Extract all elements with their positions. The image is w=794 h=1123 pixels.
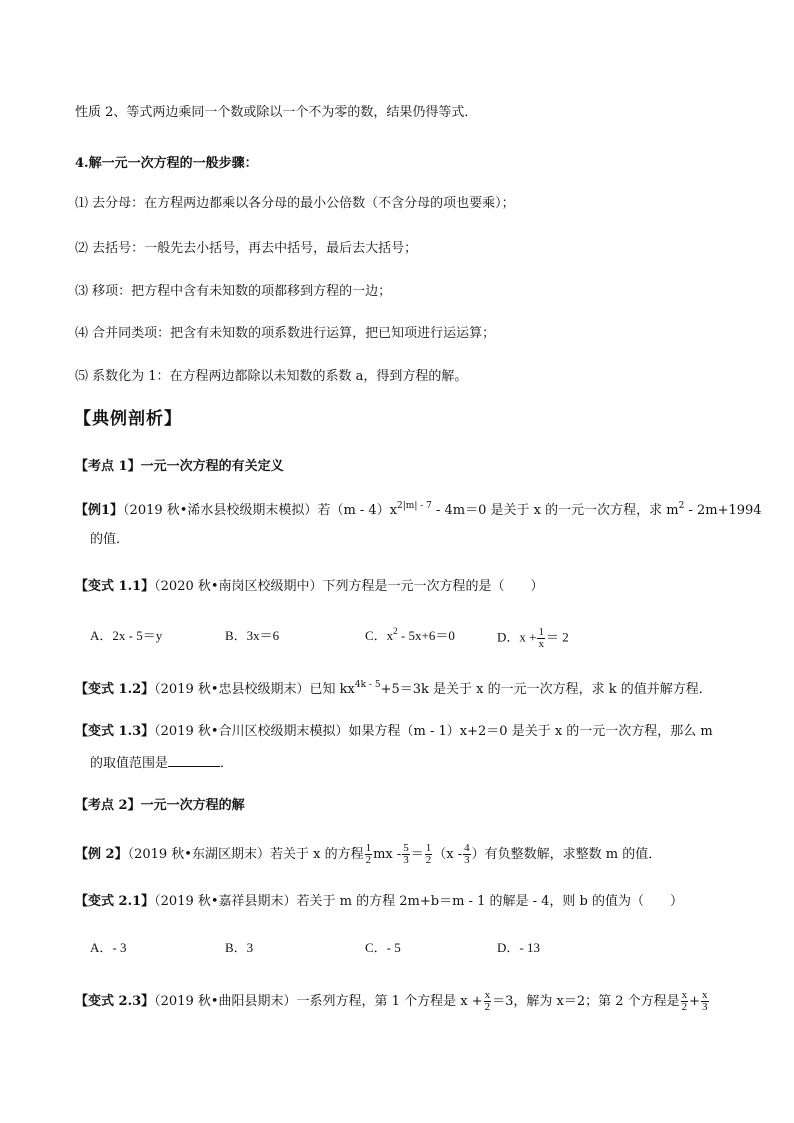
example-2-fraction-1	[365, 843, 373, 866]
variant-1-2-label: 【变式 1.2】	[75, 682, 155, 697]
variant-2-1-option-b: B．3	[225, 940, 254, 955]
example-1-text-a: 若（m - 4）x	[317, 503, 398, 518]
option-d-text-a: D．x +	[497, 629, 537, 645]
option-c-exponent: 2	[393, 625, 398, 636]
variant-2-3-fraction-1	[484, 990, 492, 1013]
option-c-text-b: - 5x+6＝0	[397, 628, 455, 643]
option-d-fraction	[537, 627, 545, 650]
step-4: ⑷ 合并同类项：把含有未知数的项系数进行运算，把已知项进行运运算；	[75, 326, 496, 341]
variant-1-1-option-a: A．2x - 5＝y	[90, 628, 163, 643]
kaodian-1-heading	[75, 458, 284, 476]
fraction-3-numerator: 1	[425, 842, 432, 854]
variant-2-1-text: 若关于 m 的方程 2m+b＝m - 1 的解是 - 4，则 b 的值为（ ）	[296, 894, 683, 909]
option-d-denominator: x	[538, 638, 544, 650]
variant-2-3-fraction-3	[701, 990, 709, 1013]
variant-2-3	[75, 990, 710, 1013]
fraction-2-denominator: 3	[403, 854, 409, 866]
variant-2-3-fraction-2	[681, 990, 689, 1013]
option-c-text-a: C．x	[365, 628, 394, 643]
variant-2-1-label: 【变式 2.1】	[75, 894, 155, 909]
step-2: ⑵ 去括号：一般先去小括号，再去中括号，最后去大括号；	[75, 241, 418, 256]
example-2-text-b: mx -	[373, 847, 402, 862]
variant-1-2	[75, 681, 712, 699]
variant-1-1-label: 【变式 1.1】	[75, 579, 155, 594]
fraction-2-numerator: 5	[403, 842, 409, 854]
example-1-source: （2019 秋•浠水县校级期末模拟）	[123, 503, 318, 518]
variant-2-3-source: （2019 秋•曲阳县期末）	[154, 994, 297, 1009]
variant-1-2-text-b: +5＝3k 是关于 x 的一元一次方程，求 k 的值并解方程．	[380, 682, 712, 697]
option-d-text-b: ＝ 2	[545, 629, 569, 645]
v23-fraction-1-denominator: 2	[484, 1001, 491, 1013]
v23-fraction-3-denominator: 3	[702, 1001, 708, 1013]
variant-2-3-label: 【变式 2.3】	[75, 994, 155, 1009]
variant-1-1-source: （2020 秋•南岗区校级期中）	[154, 579, 323, 594]
steps-heading: 4.解一元一次方程的一般步骤：	[75, 156, 258, 171]
property-2-line: 性质 2、等式两边乘同一个数或除以一个不为零的数，结果仍得等式．	[75, 105, 478, 120]
option-d-numerator: 1	[538, 626, 544, 638]
fraction-4-numerator: 4	[464, 842, 470, 854]
variant-2-1	[75, 893, 683, 911]
variant-1-1-option-c	[365, 627, 455, 645]
step-1: ⑴ 去分母：在方程两边都乘以各分母的最小公倍数（不含分母的项也要乘）；	[75, 196, 515, 211]
example-1-exponent: 2|m| - 7	[397, 500, 432, 511]
example-2-fraction-4	[463, 843, 471, 866]
variant-2-3-text-a: 一系列方程，第 1 个方程是 x +	[296, 994, 483, 1009]
example-1-exponent-2: 2	[678, 500, 685, 511]
v23-fraction-3-numerator: x	[702, 989, 708, 1001]
fraction-1-denominator: 2	[365, 854, 372, 866]
kaodian-1-title: 一元一次方程的有关定义	[140, 459, 284, 474]
example-2-text-e: ）有负整数解，求整数 m 的值．	[471, 847, 662, 862]
variant-1-3-label: 【变式 1.3】	[75, 724, 155, 739]
example-2	[75, 843, 661, 866]
example-2-text-c: ＝	[410, 847, 424, 862]
example-2-text-d: （x -	[433, 847, 463, 862]
step-3: ⑶ 移项：把方程中含有未知数的项都移到方程的一边；	[75, 284, 392, 299]
variant-1-3-end: ．	[220, 756, 234, 771]
variant-1-2-text-a: 已知 kx	[309, 682, 355, 697]
variant-2-1-option-c: C．- 5	[365, 940, 401, 955]
fraction-4-denominator: 3	[464, 854, 470, 866]
example-1-text-b: - 4m＝0 是关于 x 的一元一次方程，求 m	[431, 503, 679, 518]
kaodian-2-label: 【考点 2】	[75, 798, 141, 813]
variant-2-3-text-c: +	[689, 994, 701, 1009]
answer-blank[interactable]	[168, 754, 220, 767]
variant-1-2-source: （2019 秋•忠县校级期末）	[154, 682, 310, 697]
variant-1-2-exponent: 4k - 5	[354, 679, 381, 690]
variant-2-1-option-a: A．- 3	[90, 940, 127, 955]
variant-1-3-text: 如果方程（m - 1）x+2＝0 是关于 x 的一元一次方程，那么 m	[348, 724, 713, 739]
example-1-text-c: - 2m+1994	[684, 503, 762, 518]
variant-2-1-source: （2019 秋•嘉祥县期末）	[154, 894, 297, 909]
kaodian-2-title: 一元一次方程的解	[140, 798, 245, 813]
variant-2-3-text-b: ＝3，解为 x＝2；第 2 个方程是	[492, 994, 680, 1009]
variant-1-3	[75, 723, 713, 741]
v23-fraction-2-denominator: 2	[681, 1001, 688, 1013]
v23-fraction-2-numerator: x	[681, 989, 688, 1001]
example-2-label: 【例 2】	[75, 847, 128, 862]
example-2-text-a: 若关于 x 的方程	[269, 847, 364, 862]
fraction-1-numerator: 1	[365, 842, 372, 854]
variant-1-3-source: （2019 秋•合川区校级期末模拟）	[154, 724, 349, 739]
kaodian-2-heading	[75, 797, 245, 815]
fraction-3-denominator: 2	[425, 854, 432, 866]
variant-1-1	[75, 578, 544, 596]
v23-fraction-1-numerator: x	[484, 989, 491, 1001]
variant-1-1-text: 下列方程是一元一次方程的是（ ）	[322, 579, 544, 594]
example-1-line-2: 的值．	[90, 532, 130, 547]
example-2-fraction-3	[425, 843, 433, 866]
section-title: 【典例剖析】	[74, 409, 182, 429]
kaodian-1-label: 【考点 1】	[75, 459, 141, 474]
example-2-source: （2019 秋•东湖区期末）	[127, 847, 270, 862]
example-1-label: 【例1】	[75, 503, 124, 518]
variant-1-3-line-2	[90, 754, 233, 773]
example-1	[75, 502, 762, 520]
variant-1-3-line-2-text: 的取值范围是	[90, 756, 169, 771]
step-5: ⑸ 系数化为 1：在方程两边都除以未知数的系数 a，得到方程的解。	[75, 369, 468, 384]
variant-1-1-option-b: B．3x＝6	[225, 628, 280, 643]
example-2-fraction-2	[402, 843, 410, 866]
variant-1-1-option-d	[497, 627, 569, 650]
variant-2-1-option-d: D．- 13	[497, 940, 540, 955]
